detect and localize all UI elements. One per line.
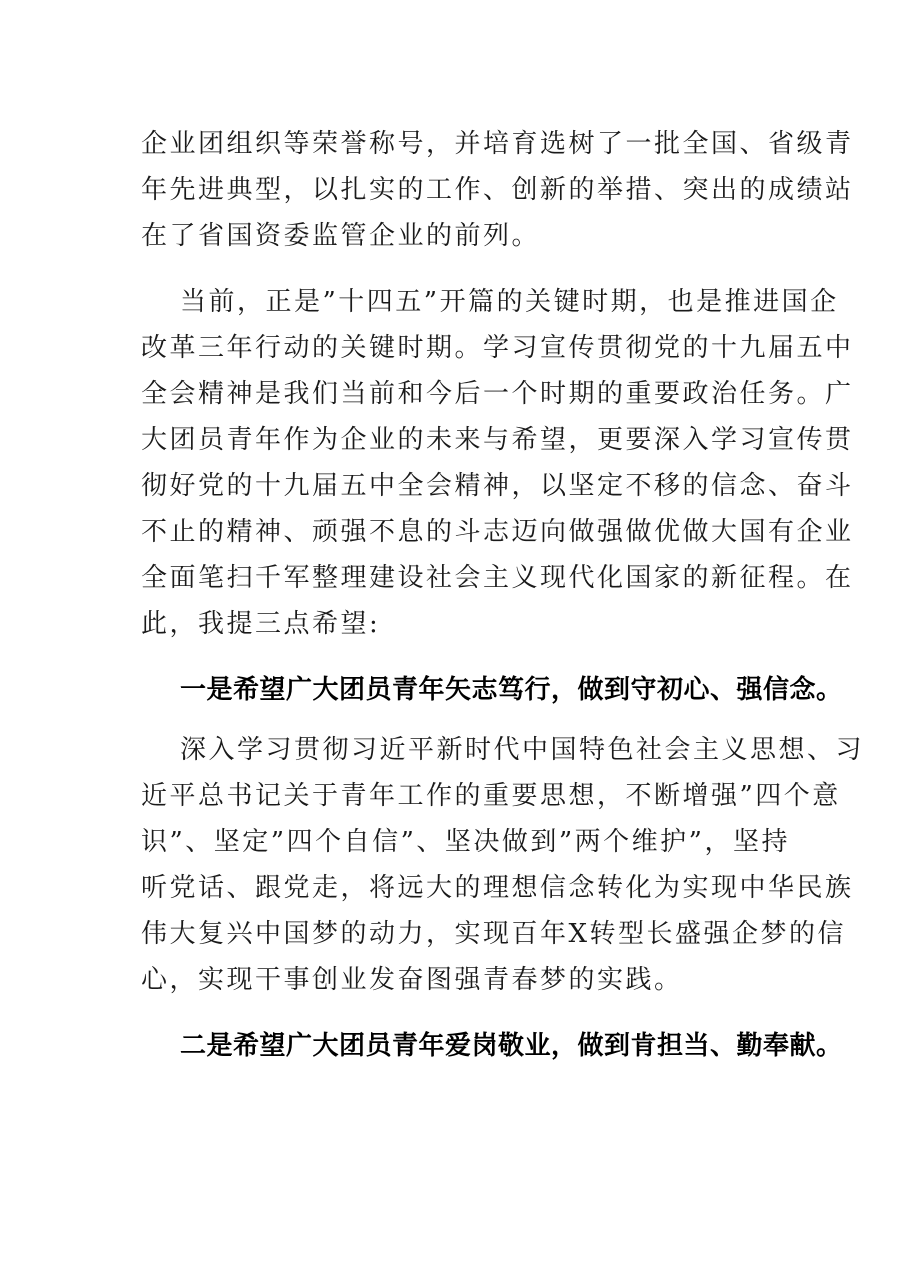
paragraph-line: 此，我提三点希望: [141, 609, 381, 639]
paragraph-line: 改革三年行动的关键时期。学习宣传贯彻党的十九届五中 [141, 333, 854, 363]
paragraph-line: 伟大复兴中国梦的动力，实现百年X转型长盛强企梦的信 [141, 919, 847, 949]
paragraph-line: 不止的精神、顽强不息的斗志迈向做强做优做大国有企业 [141, 517, 854, 547]
paragraph-line: 企业团组织等荣誉称号，并培育选树了一批全国、省级青 [141, 129, 854, 159]
section-heading-2: 二是希望广大团员青年爱岗敬业，做到肯担当、勤奉献。 [180, 1031, 843, 1061]
paragraph-line: 大团员青年作为企业的未来与希望，更要深入学习宣传贯 [141, 425, 854, 455]
paragraph-line: 彻好党的十九届五中全会精神，以坚定不移的信念、奋斗 [141, 471, 854, 501]
section-heading-1: 一是希望广大团员青年矢志笃行，做到守初心、强信念。 [180, 675, 843, 705]
paragraph-line: 心，实现干事创业发奋图强青春梦的实践。 [141, 965, 683, 995]
paragraph-line: 全面笔扫千军整理建设社会主义现代化国家的新征程。在 [141, 563, 854, 593]
paragraph-line: 深入学习贯彻习近平新时代中国特色社会主义思想、习 [180, 735, 865, 765]
paragraph-line: 在了省国资委监管企业的前列。 [141, 221, 541, 251]
paragraph-line: 年先进典型，以扎实的工作、创新的举措、突出的成绩站 [141, 175, 854, 205]
paragraph-line: 全会精神是我们当前和今后一个时期的重要政治任务。广 [141, 379, 854, 409]
paragraph-line: 近平总书记关于青年工作的重要思想，不断增强”四个意 [141, 781, 841, 811]
paragraph-line: 识”、坚定”四个自信”、坚决做到”两个维护”，坚持 [141, 827, 790, 857]
paragraph-line: 听党话、跟党走，将远大的理想信念转化为实现中华民族 [141, 873, 854, 903]
paragraph-line: 当前，正是”十四五”开篇的关键时期，也是推进国企 [180, 287, 839, 317]
